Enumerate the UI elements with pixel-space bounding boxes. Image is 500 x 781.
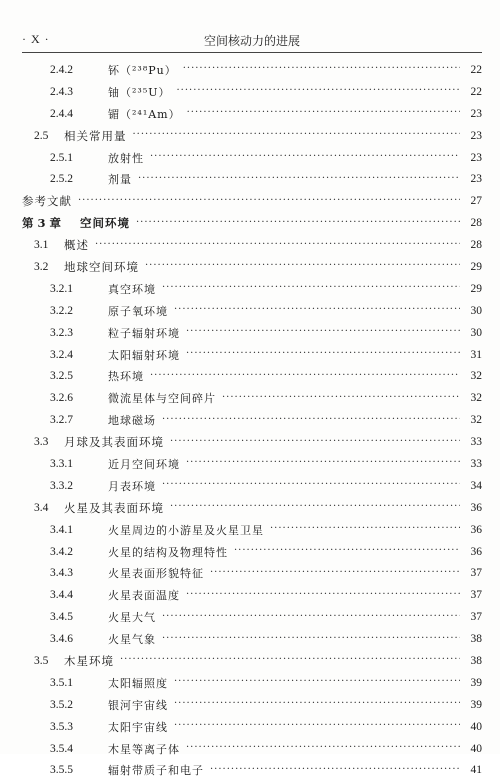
toc-entry-page: 23 (464, 108, 482, 120)
leader-dots (186, 326, 460, 337)
toc-entry-number: 2.5.2 (50, 173, 108, 185)
toc-entry[interactable] (22, 147, 482, 169)
toc-entry-title: 近月空间环境 (108, 456, 180, 472)
leader-dots (174, 304, 460, 315)
toc-entry-number: 3.4.1 (50, 524, 108, 536)
toc-entry[interactable] (22, 322, 482, 344)
toc-entry-page: 27 (464, 195, 482, 207)
leader-dots (162, 414, 460, 425)
leader-dots (138, 173, 460, 184)
toc-entry[interactable] (22, 212, 482, 234)
leader-dots (210, 567, 460, 578)
toc-entry-title: 火星周边的小游星及火星卫星 (108, 522, 264, 538)
toc-entry-page: 29 (464, 261, 482, 273)
toc-entry-page: 28 (464, 217, 482, 229)
toc-entry-title: 木星等离子体 (108, 741, 180, 757)
toc-entry-number: 3.5.3 (50, 721, 108, 733)
toc-entry-title: 木星环境 (64, 653, 114, 669)
toc-entry-number: 2.5 (34, 130, 64, 142)
leader-dots (78, 195, 460, 206)
toc-entry-number: 3.2.2 (50, 305, 108, 317)
toc-entry-title: 地球空间环境 (64, 259, 139, 275)
leader-dots (150, 370, 460, 381)
table-of-contents (22, 59, 482, 781)
toc-entry-page: 23 (464, 152, 482, 164)
toc-entry-title: 粒子辐射环境 (108, 325, 180, 341)
toc-entry-number: 3.1 (34, 239, 64, 251)
toc-entry[interactable] (22, 344, 482, 366)
toc-entry-number: 2.4.2 (50, 64, 108, 76)
toc-entry-page: 29 (464, 283, 482, 295)
toc-entry-number: 3.2.6 (50, 392, 108, 404)
toc-entry-number: 3.4.6 (50, 633, 108, 645)
leader-dots (136, 217, 460, 228)
toc-entry[interactable] (22, 103, 482, 125)
toc-entry-page: 39 (464, 677, 482, 689)
toc-entry[interactable] (22, 650, 482, 672)
toc-entry-page: 37 (464, 567, 482, 579)
toc-entry[interactable] (22, 475, 482, 497)
toc-entry[interactable] (22, 168, 482, 190)
toc-entry-page: 37 (464, 589, 482, 601)
leader-dots (162, 282, 460, 293)
toc-entry-title: 火星的结构及物理特性 (108, 544, 228, 560)
header-rule (22, 52, 482, 53)
toc-entry-number: 3.2 (34, 261, 64, 273)
toc-entry-number: 3.3 (34, 436, 64, 448)
book-title: 空间核动力的进展 (22, 32, 482, 49)
leader-dots (170, 436, 460, 447)
toc-entry-number: 2.5.1 (50, 152, 108, 164)
leader-dots (95, 239, 460, 250)
toc-entry-page: 33 (464, 436, 482, 448)
toc-entry[interactable] (22, 256, 482, 278)
toc-entry[interactable] (22, 497, 482, 519)
leader-dots (162, 479, 460, 490)
toc-entry[interactable] (22, 365, 482, 387)
toc-entry-title: 原子氧环境 (108, 303, 168, 319)
toc-entry-title: 空间环境 (80, 215, 130, 231)
leader-dots (150, 151, 460, 162)
leader-dots (186, 457, 460, 468)
toc-entry-number: 3.2.5 (50, 370, 108, 382)
leader-dots (234, 545, 460, 556)
toc-entry[interactable] (22, 125, 482, 147)
toc-entry-title: 火星表面温度 (108, 587, 180, 603)
toc-entry[interactable] (22, 453, 482, 475)
toc-entry-page: 22 (464, 86, 482, 98)
toc-entry-page: 38 (464, 633, 482, 645)
toc-entry-title: 微流星体与空间碎片 (108, 390, 216, 406)
toc-entry-page: 32 (464, 414, 482, 426)
toc-entry[interactable] (22, 541, 482, 563)
leader-dots (174, 698, 460, 709)
toc-entry-number: 3.4.5 (50, 611, 108, 623)
toc-entry-page: 40 (464, 743, 482, 755)
toc-entry-number: 3.2.7 (50, 414, 108, 426)
toc-entry-number: 3.5.1 (50, 677, 108, 689)
toc-entry-page: 33 (464, 458, 482, 470)
toc-entry-number: 2.4.4 (50, 108, 108, 120)
toc-entry[interactable] (22, 409, 482, 431)
toc-entry-page: 41 (464, 764, 482, 776)
toc-entry-number: 3.2.3 (50, 327, 108, 339)
leader-dots (120, 654, 460, 665)
toc-entry[interactable] (22, 300, 482, 322)
leader-dots (170, 501, 460, 512)
toc-entry-title: 铀（²³⁵U） (108, 84, 171, 100)
toc-entry[interactable] (22, 760, 482, 781)
toc-entry-number: 3.4.4 (50, 589, 108, 601)
toc-entry-page: 31 (464, 349, 482, 361)
toc-entry-page: 40 (464, 721, 482, 733)
toc-entry-title: 太阳辐照度 (108, 675, 168, 691)
toc-entry-page: 36 (464, 524, 482, 536)
toc-entry-page: 30 (464, 327, 482, 339)
toc-entry[interactable] (22, 431, 482, 453)
toc-entry-title: 太阳宇宙线 (108, 719, 168, 735)
leader-dots (187, 107, 460, 118)
toc-entry-page: 28 (464, 239, 482, 251)
toc-entry[interactable] (22, 59, 482, 81)
toc-entry-page: 34 (464, 480, 482, 492)
toc-entry-number: 3.4.3 (50, 567, 108, 579)
leader-dots (133, 129, 461, 140)
toc-entry-title: 概述 (64, 237, 89, 253)
toc-entry-page: 38 (464, 655, 482, 667)
leader-dots (162, 611, 460, 622)
toc-entry-page: 32 (464, 370, 482, 382)
toc-entry-title: 火星表面形貌特征 (108, 565, 204, 581)
toc-entry-title: 月球及其表面环境 (64, 434, 164, 450)
page-number: · X · (22, 32, 50, 47)
toc-entry[interactable] (22, 716, 482, 738)
toc-entry-title: 辐射带质子和电子 (108, 762, 204, 778)
leader-dots (162, 633, 460, 644)
leader-dots (186, 742, 460, 753)
toc-entry-page: 37 (464, 611, 482, 623)
leader-dots (183, 63, 460, 74)
toc-entry-number: 3.2.1 (50, 283, 108, 295)
leader-dots (186, 348, 460, 359)
leader-dots (210, 764, 460, 775)
toc-entry-title: 火星及其表面环境 (64, 500, 164, 516)
toc-entry-number: 2.4.3 (50, 86, 108, 98)
toc-entry[interactable] (22, 190, 482, 212)
toc-entry[interactable] (22, 387, 482, 409)
toc-entry-page: 22 (464, 64, 482, 76)
toc-entry[interactable] (22, 584, 482, 606)
toc-entry-title: 剂量 (108, 171, 132, 187)
toc-entry-number: 3.4.2 (50, 546, 108, 558)
toc-entry-number: 3.5.2 (50, 699, 108, 711)
leader-dots (174, 720, 460, 731)
toc-entry-title: 相关常用量 (64, 128, 127, 144)
toc-entry-number: 3.2.4 (50, 349, 108, 361)
toc-entry-title: 太阳辐射环境 (108, 347, 180, 363)
toc-entry-title: 放射性 (108, 150, 144, 166)
toc-entry-page: 23 (464, 130, 482, 142)
toc-entry-number: 3.3.2 (50, 480, 108, 492)
running-header (22, 30, 482, 50)
toc-entry-number: 3.5.5 (50, 764, 108, 776)
toc-entry-title: 火星大气 (108, 609, 156, 625)
toc-entry-page: 23 (464, 173, 482, 185)
toc-entry[interactable] (22, 628, 482, 650)
toc-entry[interactable] (22, 234, 482, 256)
leader-dots (145, 260, 460, 271)
toc-entry-page: 36 (464, 502, 482, 514)
leader-dots (186, 589, 460, 600)
toc-entry-title: 地球磁场 (108, 412, 156, 428)
leader-dots (270, 523, 460, 534)
toc-entry[interactable] (22, 672, 482, 694)
toc-entry[interactable] (22, 738, 482, 760)
toc-entry-title: 参考文献 (22, 193, 72, 209)
toc-entry[interactable] (22, 519, 482, 541)
leader-dots (222, 392, 460, 403)
toc-entry[interactable] (22, 278, 482, 300)
toc-entry-number: 3.3.1 (50, 458, 108, 470)
toc-entry-page: 36 (464, 546, 482, 558)
toc-entry-title: 月表环境 (108, 478, 156, 494)
toc-entry-number: 第 3 章 (22, 215, 80, 231)
toc-entry-title: 热环境 (108, 368, 144, 384)
toc-entry-title: 真空环境 (108, 281, 156, 297)
toc-entry-number: 3.5.4 (50, 743, 108, 755)
toc-entry-number: 3.4 (34, 502, 64, 514)
toc-entry-title: 镅（²⁴¹Am） (108, 106, 181, 122)
toc-entry-title: 钚（²³⁸Pu） (108, 62, 177, 78)
toc-entry-page: 39 (464, 699, 482, 711)
toc-entry-number: 3.5 (34, 655, 64, 667)
toc-entry-page: 30 (464, 305, 482, 317)
toc-entry[interactable] (22, 81, 482, 103)
toc-entry[interactable] (22, 562, 482, 584)
leader-dots (177, 85, 461, 96)
toc-entry[interactable] (22, 606, 482, 628)
toc-entry-title: 火星气象 (108, 631, 156, 647)
leader-dots (174, 676, 460, 687)
toc-entry[interactable] (22, 694, 482, 716)
toc-entry-title: 银河宇宙线 (108, 697, 168, 713)
toc-entry-page: 32 (464, 392, 482, 404)
